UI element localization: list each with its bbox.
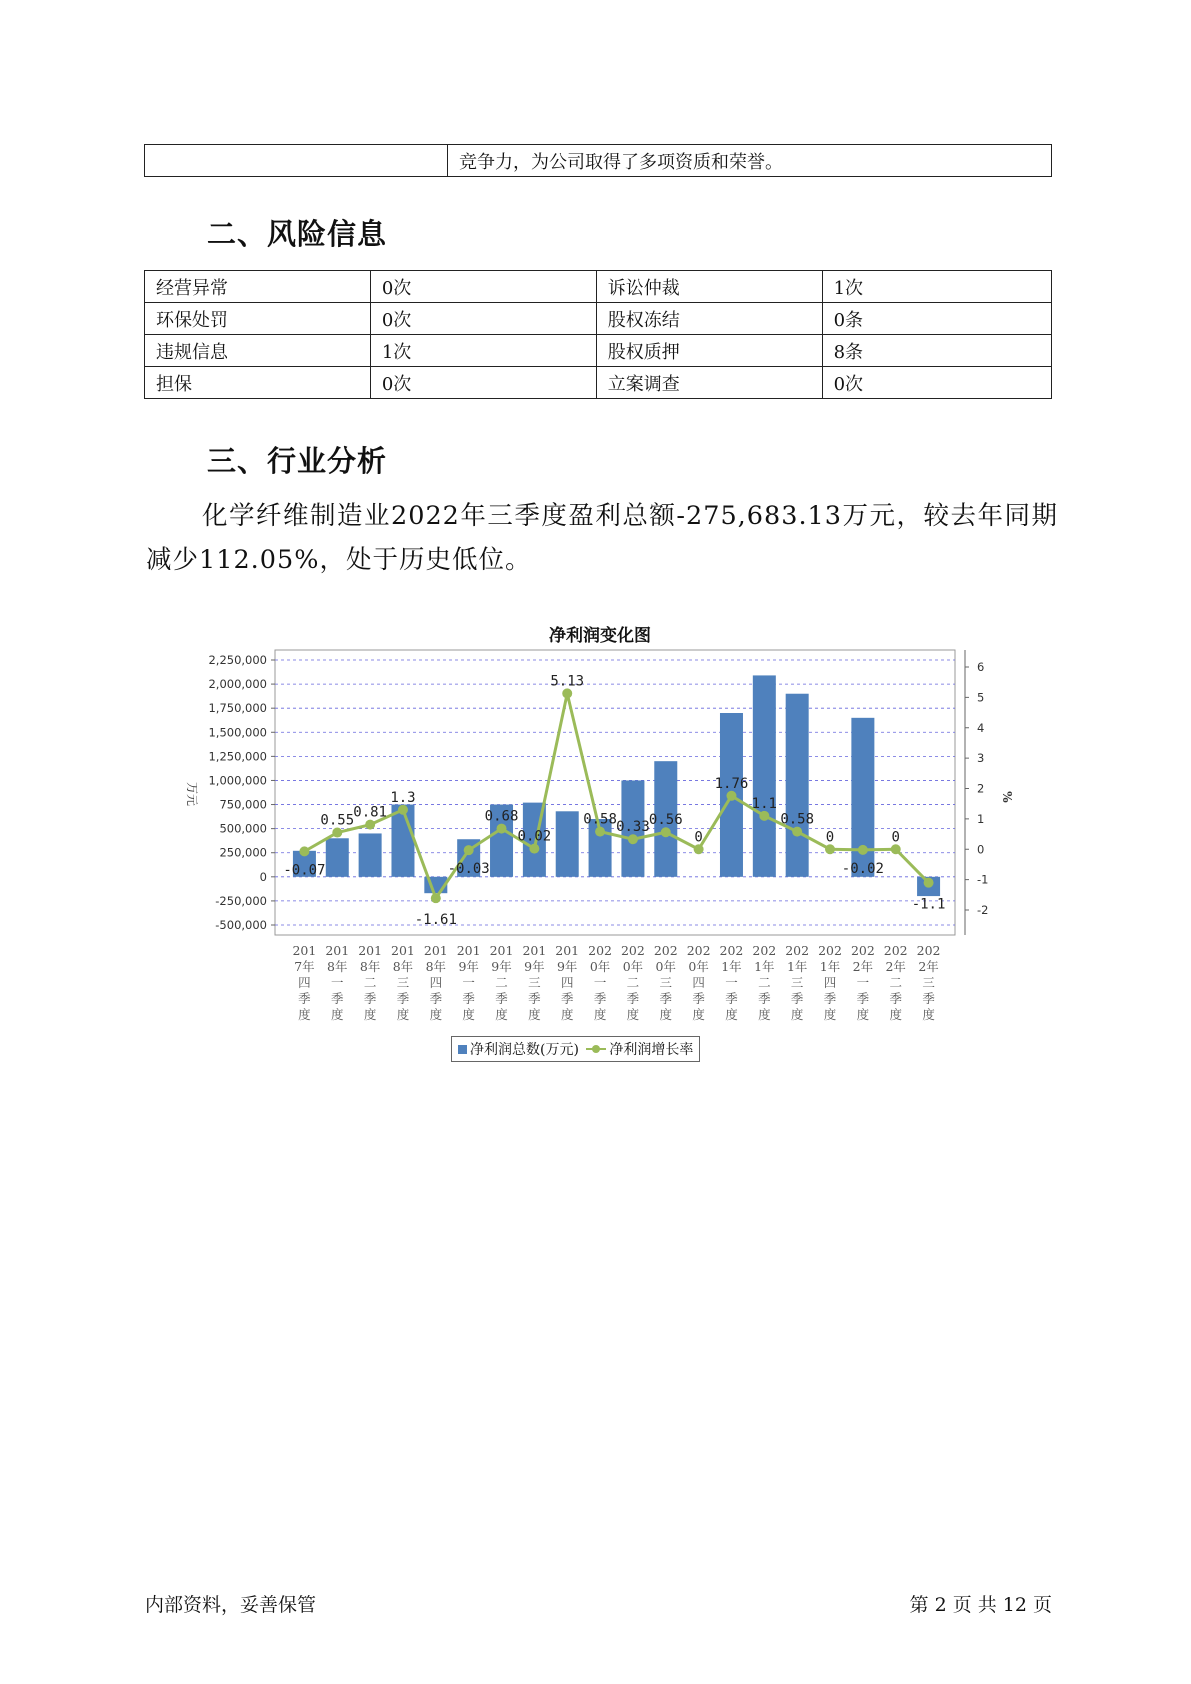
x-tick-label: 度 xyxy=(922,1007,935,1022)
x-tick-label: 2年 xyxy=(918,959,939,974)
growth-point xyxy=(562,688,572,698)
y-tick-label: 1,750,000 xyxy=(208,701,267,716)
x-tick-label: 二 xyxy=(626,975,640,990)
x-tick-label: 201 xyxy=(456,943,481,958)
top-table xyxy=(144,144,1052,177)
growth-point xyxy=(661,827,671,837)
x-tick-label: 四 xyxy=(298,975,311,990)
x-tick-label: 季 xyxy=(758,991,771,1006)
table-cell xyxy=(145,145,448,177)
x-tick-label: 一 xyxy=(462,975,475,990)
data-label: 0 xyxy=(891,829,900,846)
x-tick-label: 度 xyxy=(298,1007,311,1022)
data-label: 0.02 xyxy=(517,828,552,845)
data-label: 0.56 xyxy=(648,812,683,829)
x-tick-label: 9年 xyxy=(524,959,545,974)
risk-item-label: 经营异常 xyxy=(145,271,371,303)
x-tick-label: 度 xyxy=(823,1007,837,1022)
x-tick-label: 度 xyxy=(429,1007,443,1022)
risk-item-value: 8条 xyxy=(822,335,1051,367)
page-number: 第 2 页 共 12 页 xyxy=(909,1594,1052,1616)
growth-point xyxy=(792,827,802,837)
chart-canvas xyxy=(160,612,1040,1072)
risk-item-label: 诉讼仲裁 xyxy=(596,271,822,303)
bar xyxy=(786,694,809,877)
x-tick-label: 季 xyxy=(692,991,705,1006)
y2-tick-label: 1 xyxy=(977,811,985,826)
table-row xyxy=(145,145,1052,177)
x-tick-label: 一 xyxy=(856,975,870,990)
growth-point xyxy=(464,845,474,855)
risk-item-value: 0次 xyxy=(370,367,596,399)
x-tick-label: 季 xyxy=(626,991,640,1006)
x-tick-label: 度 xyxy=(495,1007,508,1022)
bar xyxy=(753,675,776,876)
x-tick-label: 201 xyxy=(358,943,383,958)
x-tick-label: 202 xyxy=(785,943,810,958)
x-tick-label: 202 xyxy=(686,943,711,958)
y-tick-label: 750,000 xyxy=(219,797,267,812)
growth-point xyxy=(759,811,769,821)
data-label: 0.68 xyxy=(484,808,519,825)
y2-tick-label: 3 xyxy=(977,751,985,766)
risk-item-value: 1次 xyxy=(822,271,1051,303)
x-tick-label: 季 xyxy=(560,991,574,1006)
x-tick-label: 1年 xyxy=(819,959,841,974)
x-tick-label: 季 xyxy=(889,991,902,1006)
data-label: 0 xyxy=(694,829,703,846)
risk-item-label: 股权质押 xyxy=(596,335,822,367)
x-tick-label: 季 xyxy=(856,991,870,1006)
bar xyxy=(326,838,349,877)
x-tick-label: 二 xyxy=(758,975,771,990)
risk-item-value: 0次 xyxy=(822,367,1051,399)
x-tick-label: 度 xyxy=(659,1007,673,1022)
x-tick-label: 201 xyxy=(423,943,448,958)
data-label: 0.55 xyxy=(320,812,355,829)
x-tick-label: 四 xyxy=(692,975,705,990)
risk-item-label: 股权冻结 xyxy=(596,303,822,335)
table-cell: 竞争力，为公司取得了多项资质和荣誉。 xyxy=(448,145,1052,177)
table-row xyxy=(145,303,1052,335)
growth-point xyxy=(299,846,309,856)
data-label: -1.61 xyxy=(414,912,457,929)
y-tick-label: -500,000 xyxy=(215,918,267,932)
x-tick-label: 202 xyxy=(752,943,777,958)
risk-item-value: 0条 xyxy=(822,303,1051,335)
x-tick-label: 二 xyxy=(363,975,377,990)
x-tick-label: 季 xyxy=(298,991,311,1006)
x-tick-label: 度 xyxy=(626,1007,640,1022)
x-tick-label: 度 xyxy=(692,1007,705,1022)
x-tick-label: 一 xyxy=(593,975,607,990)
risk-item-label: 立案调查 xyxy=(596,367,822,399)
legend-line-swatch xyxy=(586,1048,606,1050)
x-tick-label: 9年 xyxy=(458,959,479,974)
x-tick-label: 季 xyxy=(659,991,673,1006)
data-label: -0.02 xyxy=(841,860,884,877)
y-tick-label: 0 xyxy=(259,869,267,884)
x-tick-label: 8年 xyxy=(359,959,381,974)
y-tick-label: 1,250,000 xyxy=(208,749,267,764)
y-tick-label: 1,000,000 xyxy=(208,773,267,788)
x-tick-label: 8年 xyxy=(327,959,348,974)
x-tick-label: 季 xyxy=(725,991,738,1006)
growth-point xyxy=(365,820,375,830)
y2-tick-label: 6 xyxy=(977,660,985,674)
x-tick-label: 三 xyxy=(790,975,804,990)
x-tick-label: 202 xyxy=(850,943,875,958)
x-tick-label: 三 xyxy=(396,975,410,990)
y2-tick-label: 2 xyxy=(977,781,985,796)
x-tick-label: 度 xyxy=(889,1007,902,1022)
x-tick-label: 季 xyxy=(429,991,443,1006)
x-tick-label: 1年 xyxy=(754,959,775,974)
x-tick-label: 季 xyxy=(396,991,410,1006)
x-tick-label: 季 xyxy=(922,991,935,1006)
industry-paragraph: 化学纤维制造业2022年三季度盈利总额-275,683.13万元，较去年同期减少112.05%，处于历史低位。 xyxy=(146,501,1058,575)
growth-point xyxy=(924,878,934,888)
x-tick-label: 一 xyxy=(725,975,738,990)
x-tick-label: 度 xyxy=(462,1007,475,1022)
legend-label-line: 净利润增长率 xyxy=(609,1042,694,1058)
x-tick-label: 季 xyxy=(331,991,344,1006)
y2-tick-label: 0 xyxy=(977,842,985,857)
x-tick-label: 2年 xyxy=(852,959,874,974)
y2-axis-label: % xyxy=(1000,791,1014,803)
x-tick-label: 度 xyxy=(396,1007,410,1022)
x-tick-label: 三 xyxy=(528,975,541,990)
table-row xyxy=(145,335,1052,367)
table-row xyxy=(145,271,1052,303)
chart-title: 净利润变化图 xyxy=(549,626,651,646)
x-tick-label: 9年 xyxy=(491,959,512,974)
x-tick-label: 8年 xyxy=(425,959,447,974)
x-tick-label: 202 xyxy=(818,943,842,958)
x-tick-label: 度 xyxy=(528,1007,541,1022)
x-tick-label: 202 xyxy=(916,943,941,958)
x-tick-label: 度 xyxy=(790,1007,804,1022)
growth-point xyxy=(497,824,507,834)
section-heading-industry: 三、行业分析 xyxy=(207,444,388,478)
growth-point xyxy=(891,844,901,854)
risk-item-value: 0次 xyxy=(370,271,596,303)
x-tick-label: 202 xyxy=(883,943,908,958)
x-tick-label: 7年 xyxy=(294,959,315,974)
x-tick-label: 季 xyxy=(528,991,541,1006)
y2-tick-label: -1 xyxy=(977,872,989,887)
x-tick-label: 202 xyxy=(719,943,744,958)
footer-note: 内部资料，妥善保管 xyxy=(145,1594,317,1616)
x-tick-label: 201 xyxy=(325,943,350,958)
x-tick-label: 季 xyxy=(790,991,804,1006)
x-tick-label: 8年 xyxy=(392,959,414,974)
x-tick-label: 201 xyxy=(522,943,547,958)
data-label: -0.07 xyxy=(283,862,326,879)
x-tick-label: 202 xyxy=(588,943,613,958)
y-tick-label: 1,500,000 xyxy=(208,725,267,740)
x-tick-label: 202 xyxy=(653,943,678,958)
legend-bar-swatch xyxy=(458,1045,467,1054)
data-label: 0.81 xyxy=(353,804,387,821)
x-tick-label: 201 xyxy=(489,943,514,958)
x-tick-label: 四 xyxy=(560,975,574,990)
x-tick-label: 季 xyxy=(823,991,837,1006)
y-tick-label: 2,250,000 xyxy=(208,653,267,667)
growth-point xyxy=(332,828,342,838)
x-tick-label: 0年 xyxy=(622,959,644,974)
x-tick-label: 二 xyxy=(889,975,902,990)
x-tick-label: 二 xyxy=(495,975,508,990)
x-tick-label: 度 xyxy=(560,1007,574,1022)
y2-tick-label: -2 xyxy=(977,903,989,917)
y-axis-label: 万元 xyxy=(185,781,199,807)
net-profit-chart xyxy=(160,612,1040,1072)
x-tick-label: 201 xyxy=(292,943,317,958)
legend-label-bar: 净利润总数(万元) xyxy=(470,1042,579,1058)
data-label: 0.58 xyxy=(780,811,815,828)
x-tick-label: 201 xyxy=(391,943,415,958)
data-label: 1.3 xyxy=(390,789,416,806)
x-tick-label: 0年 xyxy=(655,959,677,974)
x-tick-label: 度 xyxy=(856,1007,870,1022)
bar xyxy=(556,811,579,877)
table-row xyxy=(145,367,1052,399)
y2-tick-label: 4 xyxy=(977,720,985,735)
x-tick-label: 0年 xyxy=(688,959,709,974)
x-tick-label: 四 xyxy=(823,975,837,990)
x-tick-label: 202 xyxy=(620,943,645,958)
growth-point xyxy=(694,844,704,854)
growth-point xyxy=(398,805,408,815)
data-label: 0 xyxy=(825,829,835,846)
data-label: 1.1 xyxy=(751,795,777,812)
data-label: 1.76 xyxy=(714,775,749,792)
x-tick-label: 四 xyxy=(429,975,443,990)
y-tick-label: 2,000,000 xyxy=(208,677,267,692)
y-tick-label: -250,000 xyxy=(215,893,267,908)
data-label: 5.13 xyxy=(550,673,585,690)
x-tick-label: 度 xyxy=(725,1007,738,1022)
growth-point xyxy=(858,845,868,855)
x-tick-label: 度 xyxy=(758,1007,771,1022)
x-tick-label: 度 xyxy=(593,1007,607,1022)
bar xyxy=(391,805,414,877)
bar xyxy=(359,833,382,876)
risk-item-value: 1次 xyxy=(370,335,596,367)
x-tick-label: 三 xyxy=(659,975,673,990)
data-label: 0.58 xyxy=(583,811,617,828)
x-tick-label: 一 xyxy=(331,975,344,990)
growth-point xyxy=(595,827,605,837)
growth-point xyxy=(431,893,441,903)
growth-point xyxy=(628,834,638,844)
y-tick-label: 500,000 xyxy=(219,821,267,836)
y2-tick-label: 5 xyxy=(977,690,985,705)
data-label: -0.03 xyxy=(447,861,490,878)
risk-item-value: 0次 xyxy=(370,303,596,335)
x-tick-label: 2年 xyxy=(885,959,906,974)
data-label: 0.33 xyxy=(616,819,650,836)
growth-point xyxy=(726,791,736,801)
chart-legend xyxy=(451,1036,700,1062)
risk-item-label: 环保处罚 xyxy=(145,303,371,335)
x-tick-label: 三 xyxy=(922,975,935,990)
risk-item-label: 违规信息 xyxy=(145,335,371,367)
x-tick-label: 201 xyxy=(555,943,580,958)
x-tick-label: 9年 xyxy=(556,959,578,974)
risk-table xyxy=(144,270,1052,399)
section-heading-risk: 二、风险信息 xyxy=(207,217,388,251)
x-tick-label: 1年 xyxy=(786,959,808,974)
x-tick-label: 季 xyxy=(462,991,475,1006)
x-tick-label: 季 xyxy=(495,991,508,1006)
x-tick-label: 季 xyxy=(363,991,377,1006)
growth-point xyxy=(825,844,835,854)
x-tick-label: 1年 xyxy=(721,959,742,974)
y-tick-label: 250,000 xyxy=(219,845,267,860)
x-tick-label: 度 xyxy=(363,1007,377,1022)
x-tick-label: 季 xyxy=(593,991,607,1006)
risk-item-label: 担保 xyxy=(145,367,371,399)
x-tick-label: 度 xyxy=(331,1007,344,1022)
growth-point xyxy=(529,844,539,854)
data-label: -1.1 xyxy=(911,896,946,913)
x-tick-label: 0年 xyxy=(589,959,611,974)
